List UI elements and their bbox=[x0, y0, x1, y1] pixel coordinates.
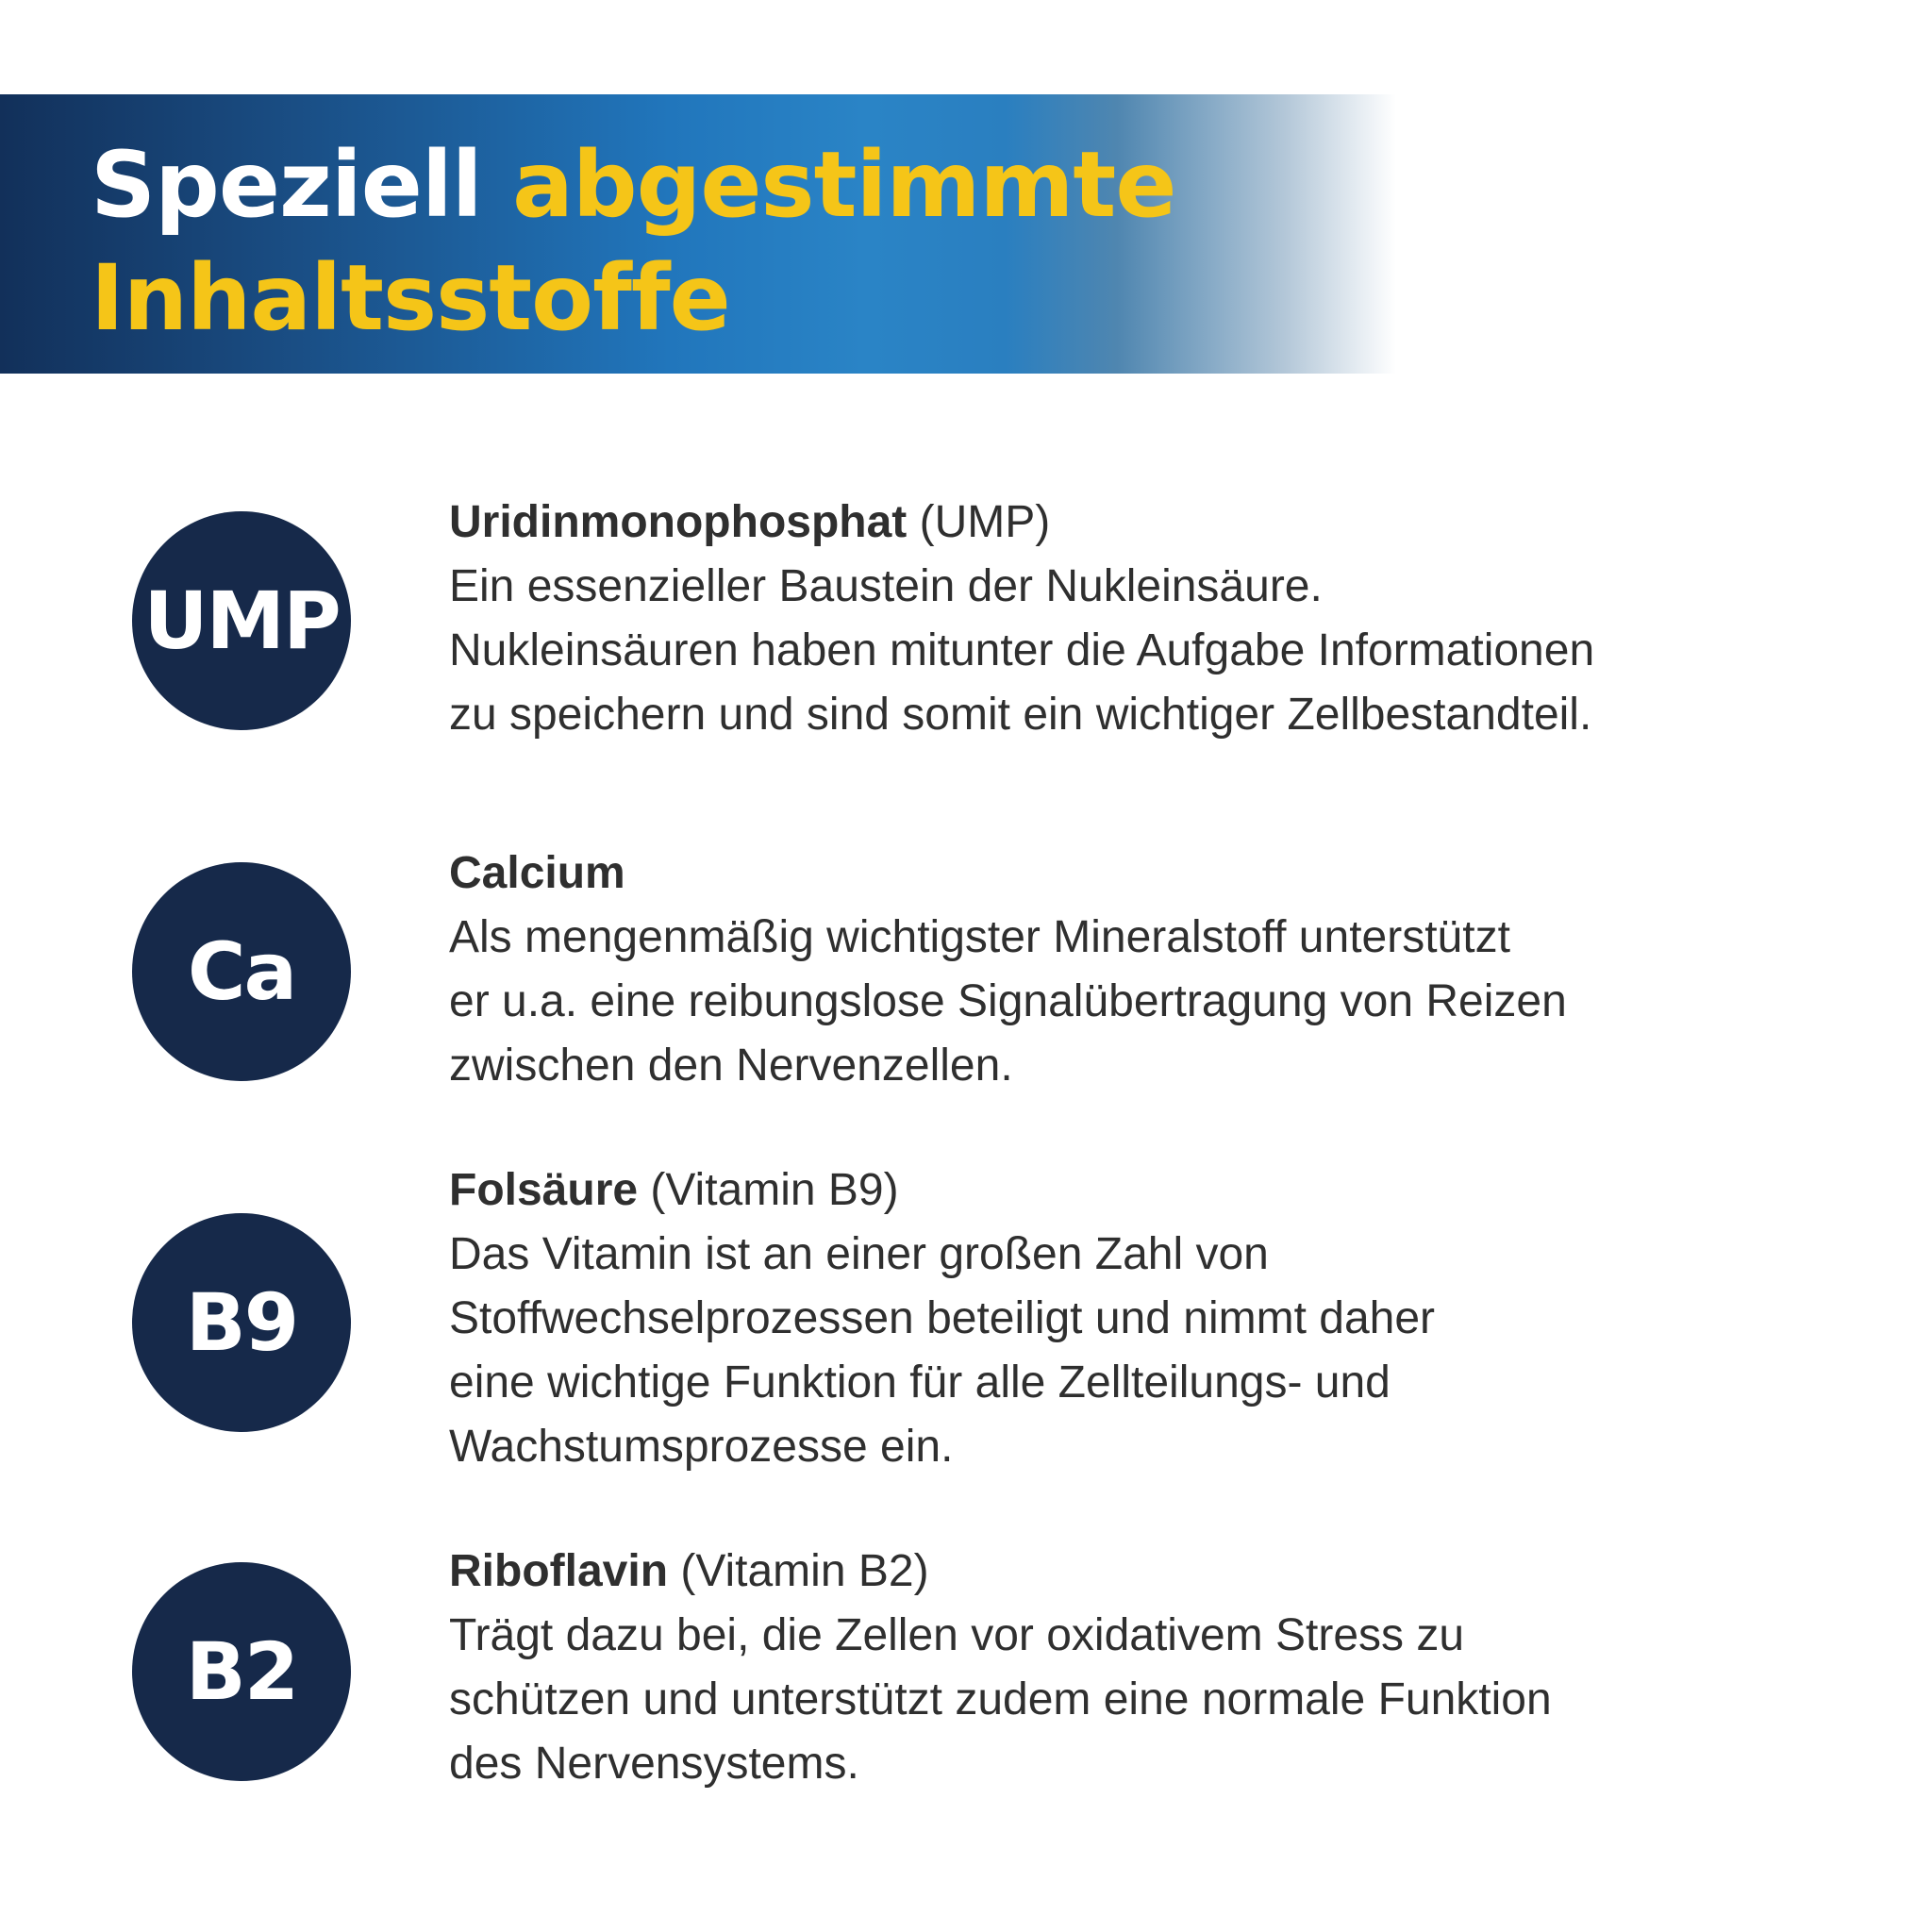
title-yellow-part-2: Inhaltsstoffe bbox=[91, 245, 730, 351]
ump-heading bbox=[449, 491, 1883, 555]
ca-badge: Ca bbox=[132, 862, 351, 1081]
ump-line-3: zu speichern und sind somit ein wichtiger Zellbestandteil. bbox=[449, 690, 1592, 740]
folsaeure-line-4: Wachstumsprozesse ein. bbox=[449, 1422, 954, 1472]
riboflavin-line-1: Trägt dazu bei, die Zellen vor oxidativem Stress zu bbox=[449, 1610, 1465, 1660]
ump-badge: UMP bbox=[132, 511, 351, 730]
calcium-description bbox=[449, 841, 1883, 1098]
folsaeure-description bbox=[449, 1158, 1883, 1479]
folsaeure-name: Folsäure bbox=[449, 1165, 639, 1215]
folsaeure-subtitle: (Vitamin B9) bbox=[638, 1165, 899, 1215]
calcium-line-3: zwischen den Nervenzellen. bbox=[449, 1041, 1013, 1091]
folsaeure-line-3: eine wichtige Funktion für alle Zellteilungs- und bbox=[449, 1357, 1391, 1407]
riboflavin-description bbox=[449, 1540, 1883, 1796]
ump-subtitle: (UMP) bbox=[907, 497, 1051, 547]
ump-line-2: Nukleinsäuren haben mitunter die Aufgabe Informationen bbox=[449, 625, 1595, 675]
calcium-heading bbox=[449, 841, 1883, 906]
page-title bbox=[91, 128, 1175, 355]
calcium-name: Calcium bbox=[449, 848, 625, 898]
ump-name: Uridinmonophosphat bbox=[449, 497, 908, 547]
ump-description bbox=[449, 491, 1883, 747]
riboflavin-line-3: des Nervensystems. bbox=[449, 1739, 859, 1789]
title-yellow-part-1: abgestimmte bbox=[512, 132, 1176, 238]
riboflavin-heading bbox=[449, 1540, 1883, 1604]
ump-line-1: Ein essenzieller Baustein der Nukleinsäure. bbox=[449, 561, 1323, 611]
folsaeure-line-1: Das Vitamin ist an einer großen Zahl von bbox=[449, 1229, 1269, 1279]
riboflavin-line-2: schützen und unterstützt zudem eine normale Funktion bbox=[449, 1674, 1552, 1724]
b2-badge: B2 bbox=[132, 1562, 351, 1781]
title-white-part: Speziell bbox=[91, 132, 513, 238]
calcium-line-2: er u.a. eine reibungslose Signalübertragung von Reizen bbox=[449, 976, 1567, 1026]
calcium-line-1: Als mengenmäßig wichtigster Mineralstoff unterstützt bbox=[449, 912, 1510, 962]
folsaeure-heading bbox=[449, 1158, 1883, 1223]
riboflavin-name: Riboflavin bbox=[449, 1546, 669, 1596]
b9-badge: B9 bbox=[132, 1213, 351, 1432]
folsaeure-line-2: Stoffwechselprozessen beteiligt und nimmt daher bbox=[449, 1293, 1436, 1343]
riboflavin-subtitle: (Vitamin B2) bbox=[668, 1546, 929, 1596]
